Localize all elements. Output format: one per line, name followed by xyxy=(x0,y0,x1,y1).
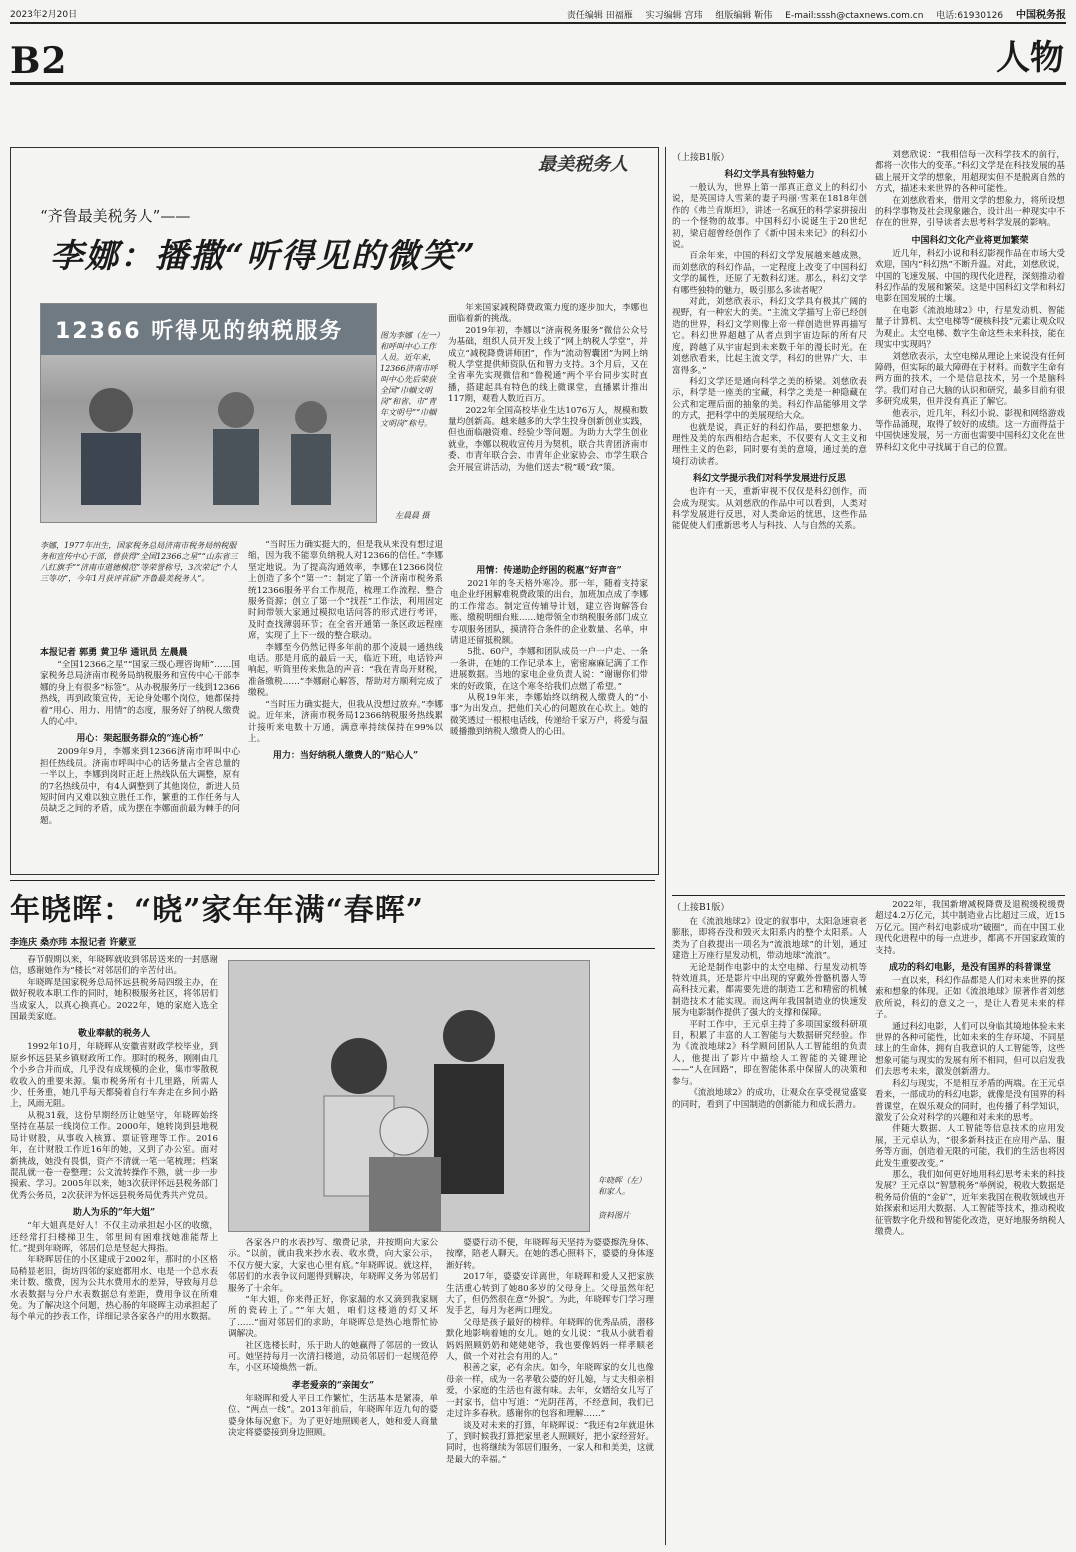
paragraph: 一直以来，科幻作品都是人们对未来世界的探索和想象的体现。正如《流浪地球》原著作者刘慈欣所说，科幻的意义之一，是让人看见未来的样子。 xyxy=(875,976,1065,1021)
subheading: 中国科幻文化产业将更加繁荣 xyxy=(911,235,1029,246)
editor-credit: 责任编辑 田福雁 xyxy=(566,10,633,21)
top-thick-rule xyxy=(10,82,1066,85)
subheading: 用情：传递助企纾困的税惠“好声音” xyxy=(476,566,622,576)
paragraph: 2021年的冬天格外寒冷。那一年，随着支持家电企业纾困解难税费政策的出台，加班加点成了李娜的工作常态。制定宣传辅导计划，建立咨询解答台账、缴税明细台账……她带领全市纳税服务部门成立专项服务团队，摸清符合条件的企业数量、名单，申请退还留抵税额。 xyxy=(450,579,648,647)
paragraph: 科幻与现实，不是相互矛盾的两端。在王元卓看来，一部成功的科幻电影，就像是没有国界的科普课堂，在娱乐观众的同时，也传播了科学知识，激发了公众对科学的兴趣和对未来的思考。 xyxy=(875,1078,1065,1123)
photo-banner-text: 12366 听得见的纳税服务 xyxy=(41,304,376,355)
article3-col-2 xyxy=(875,150,1065,885)
article2-byline-rule xyxy=(10,948,655,949)
paragraph: 社区选楼长时，乐于助人的她赢得了邻居的一致认可。她坚持每月一次清扫楼道，动员邻居们一起规范停车，小区环境焕然一新。 xyxy=(228,1340,438,1374)
phone-number: 电话:61930126 xyxy=(936,10,1004,21)
paragraph: 年来国家减税降费政策力度的逐步加大，李娜也面临着新的挑战。 xyxy=(448,303,648,325)
paragraph: 春节假期以来，年晓晖就收到邻居送来的一封感谢信，感谢她作为“楼长”对邻居们的辛苦付出。 xyxy=(10,955,218,977)
email-address: E-mail:sssh@ctaxnews.com.cn xyxy=(785,10,924,21)
proof-credit: 实习编辑 宫玮 xyxy=(645,10,703,21)
paragraph: 那么，我们如何更好地用科幻思考未来的科技发展？王元卓以“智慧税务”举例说，税收大数据是税务局价值的“金矿”，近年来我国在税收领域也开始探索和运用大数据、人工智能等技术，推动税收征管数字化升级和智能化改造，更好地服务纳税人缴费人。 xyxy=(875,1169,1065,1237)
paragraph: 2009年9月，李娜来到12366济南市呼叫中心担任热线员。济南市呼叫中心的话务量占全省总量的一半以上，李娜到岗时正赶上热线队伍大调整，原有的7名热线员中，有4人调整到了其他岗位，新进人员短时间内又难以独立胜任工作，繁重的工作任务与人员缺乏之间的矛盾，成为摆在李娜面前最为棘手的问题。 xyxy=(40,747,240,826)
paragraph: 年晓晖是国家税务总局怀远县税务局四级主办，在做好税收本职工作的同时，她积极服务社区，将邻居们当成家人，以真心换真心。2022年，她的家庭入选全国最美家庭。 xyxy=(10,977,218,1023)
column-separator xyxy=(665,147,666,1545)
article1-col-2 xyxy=(248,540,443,865)
article2-photo-credit: 资料图片 xyxy=(598,1211,630,1220)
paragraph: 在电影《流浪地球2》中，行星发动机、智能量子计算机、太空电梯等“硬核科技”元素让观众叹为观止。太空电梯、数字生命这些未来科技，能在现实中实现吗？ xyxy=(875,305,1065,351)
paragraph: 从税19年来，李娜始终以纳税人缴费人的“小事”为出发点，把他们关心的问题放在心坎上。她的微笑透过一根根电话线，传递给千家万户，将爱与温暖播撒到纳税人缴费人的心田。 xyxy=(450,693,648,738)
paragraph: “全国12366之星”“国家三级心理咨询师”……国家税务总局济南市税务局纳税服务和宣传中心干部李娜的身上有很多“标签”。从办税服务厅一线到12366热线，再到政策宣传，无论身处哪个岗位，她都保持着“用心、用力、用情”的态度，服务好了纳税人缴费人的心中。 xyxy=(40,660,240,728)
paragraph: 通过科幻电影，人们可以身临其境地体验未来世界的各种可能性，比如未来的生存环境、不同星球上的生命体，拥有自我意识的人工智能等，这些想象可能与现实的发展有所不相同，但可以启发我们去思考未来，激发创新潜力。 xyxy=(875,1021,1065,1078)
paragraph: 李娜至今仍然记得多年前的那个凌晨一通热线电话。那是月底的最后一天，临近下班，电话铃声响起，听筒里传来焦急的声音：“我在青岛开财税，准备缴税……”李娜耐心解答，帮助对方顺利完成了缴税。 xyxy=(248,642,443,699)
paragraph: 无论是制作电影中的太空电梯、行星发动机等特效道具，还是影片中出现的穿戴外骨骼机器人等高科技元素，都需要先进的制造工艺和精密的机械制造技术才能实现。而这两年我国制造业的快速发展为电影制作提供了强大的支撑和保障。 xyxy=(672,962,867,1019)
paper-name: 中国税务报 xyxy=(1016,9,1066,21)
paragraph: 从税31载，这份早期经历让她坚守，年晓晖始终坚持在基层一线岗位工作。2000年，她转岗到县地税局计财股，从事收入核算、票证管理等工作。2016年，在计财股工作近16年的她，又到了办公室。面对新挑战，她没有畏惧，资产不清就一笔一笔梳理；档案混乱就一卷一卷整理；公文流转操作不熟，就一步一步摸索、学习。2005年以来，她3次获评怀远县税务部门优秀公务员，2次获评为怀远县税务局优秀共产党员。 xyxy=(10,1110,218,1201)
article2-top-rule xyxy=(10,880,655,881)
article1-col-top-right xyxy=(448,303,648,555)
photo-people-illustration xyxy=(41,355,376,505)
continued-label: （上接B1版） xyxy=(672,903,730,913)
paragraph: 5批、60户，李娜和团队成员一户一户走、一条一条讲，在她的工作记录本上，密密麻麻记满了工作进展数据。当地的家电企业负责人说：“谢谢你们带来的好政策，在这个寒冬给我们点燃了希望。” xyxy=(450,647,648,692)
article2-photo-caption: 年晓晖（左）和家人。 xyxy=(598,1176,646,1196)
paragraph: 对此，刘慈欣表示，科幻文学具有极其广阔的视野，有一种宏大的美。“主流文学描写上帝已经创造的世界，科幻文学则像上帝一样创造世界再描写它。科幻世界超越了从者点到宇宙边际的所有尺度，跨越了从宇宙起到未来数千年的漫长时光。在刘慈欣看来，比起主流文学，科幻的世界广大、丰富得多。” xyxy=(672,297,867,376)
article2-col-3 xyxy=(446,1238,654,1545)
family-photo-illustration xyxy=(229,961,589,1231)
article1-photo-caption: 图为李娜（左一）和呼叫中心工作人员。近年来，12366济南市呼叫中心先后荣获全国“巾帼文明岗”和省、市“青年文明号”“巾帼文明岗”称号。 xyxy=(380,331,440,428)
article2-col-1 xyxy=(10,955,218,1545)
paragraph: 年晓晖和爱人平日工作繁忙，生活基本是紧凑，单位、“两点一线”。2013年前后，年晓晖年迈九旬的婆婆身体每况愈下。为了更好地照顾老人，她和爱人商量决定将婆婆接到身边照顾。 xyxy=(228,1393,438,1439)
article3-col-4 xyxy=(875,900,1065,1545)
article2-byline: 李连庆 桑亦玮 本报记者 许蒙亚 xyxy=(10,938,137,948)
subheading: 用力：当好纳税人缴费人的“贴心人” xyxy=(272,751,419,762)
paragraph: 2017年，婆婆安详离世，年晓晖和爱人又把家族生活重心转到了她80多岁的父母身上。父母虽然年纪大了，但仍然很在意“外貌”。为此，年晓晖专门学习理发手艺，每月为老两口理发。 xyxy=(446,1272,654,1317)
paragraph: 1992年10月，年晓晖从安徽省财政学校毕业，到原乡怀远县某乡镇财政所工作。那时的税务，刚刚由几个小乡合并而成，几乎没有成规模的企业，集市零散税收收入的重要来源。集市税务所有十几里路，所需人少、任务重，她几乎每天都骑着自行车奔走在乡间小路上，风雨无阻。 xyxy=(10,1042,218,1110)
paragraph: 也就是说，真正好的科幻作品，要把想象力、理性及美的东西相结合起来，不仅要有人文主义和理性主义的色彩，同时要有美的意境，通过美的意境打动读者。 xyxy=(672,422,867,467)
paragraph: 百余年来，中国的科幻文学发展越来越成熟，而刘慈欣的科幻作品，一定程度上改变了中国科幻文学的属性，还原了无数科幻迷。那么，科幻文学有哪些独特的魅力，吸引那么多读者呢？ xyxy=(672,251,867,296)
paragraph: 各家各户的水表抄写、缴费记录，并按期向大家公示。“以前，就由我来抄水表、收水费，向大家公示，不仅方便大家，大家也心里有底。”年晓晖说。就这样，邻居们的水表争议问题得到解决，年晓晖义务为邻居们服务了十余年。 xyxy=(228,1238,438,1294)
paragraph: 近几年，科幻小说和科幻影视作品在市场大受欢迎，国内“科幻热”不断升温。对此，刘慈欣说，中国的飞速发展、中国的现代化进程，深刻推动着科幻作品的发展和繁荣。这是中国科幻文学和科幻电影在国发展的土壤。 xyxy=(875,248,1065,305)
paragraph: 刘慈欣说：“我相信每一次科学技术的前行，都将一次伟大的变革。”科幻文学是在科技发展的基础上展开文学的想象，用超现实但不是脱离自然的方式，描述未来世界的各种可能性。 xyxy=(875,150,1065,195)
paragraph: 他表示，近几年，科幻小说、影视和网络游戏等作品涌现，取得了较好的成绩。这一方面得益于中国快速发展，另一方面也需要中国科幻文化在世界科幻文化中寻找属于自己的位置。 xyxy=(875,408,1065,453)
paragraph: 年晓晖居住的小区建成于2002年，那时的小区格局稍显老旧，街坊四邻的家庭都用水、电是一个总水表来计数、缴费，因为公共水费用水的差异，导致每月总水表数据与分户水表数据总有差距，费用争议在所难免。为了解决这个问题，热心肠的年晓晖主动承担起了每个单元的抄表工作，详细记录各家各户的用水数据。 xyxy=(10,1255,218,1323)
article1-kicker: “齐鲁最美税务人”—— xyxy=(40,207,191,225)
continued-label: （上接B1版） xyxy=(672,153,730,163)
paragraph: 伴随大数据、人工智能等信息技术的应用发展，王元卓认为，“很多新科技正在应用产品、服务等方面，创造着无限的可能，我们的生活也将因此发生重要改变。” xyxy=(875,1124,1065,1169)
subheading: 科幻文学提示我们对科学发展进行反思 xyxy=(692,474,846,485)
paragraph: 一般认为，世界上第一部真正意义上的科幻小说，是英国诗人雪莱的妻子玛丽·雪莱在1818年创作的《弗兰肯斯坦》，讲述一名疯狂的科学家拼接出的一个怪物的故事。中国科幻小说诞生于20世纪初，梁启超曾经创作了《新中国未来记》的科幻小说。 xyxy=(672,183,867,251)
paragraph: 在《流浪地球2》设定的叙事中，太阳急速衰老膨胀，即将吞没和毁灭太阳系内的整个太阳系。人类为了自救提出一项名为“流浪地球”的计划，通过建造上万座行星发动机，带动地球“流浪”。 xyxy=(672,917,867,962)
paragraph: “当时压力确实挺大的，但是我从来没有想过退缩，因为我不能辜负纳税人对12366的信任。”李娜坚定地说。为了提高沟通效率，李娜在12366岗位上创造了多个“第一”：制定了第一个济南市税务系统12366服务平台工作规范，梳理工作流程、整合服务资源；创立了第一个“找茬”工作法，利用固定时间带领大家通过模拟电话问答的形式进行考评，及时查找薄弱环节；在全省开通第一条区政远程座席，实现了上下一级的整合联动。 xyxy=(248,540,443,642)
paragraph: 也许有一天，重新审视不仅仅是科幻创作，而会成为现实。从刘慈欣的作品中可以看到，人类对科学发展进行反思，对人类命运的忧思，这些作品能促使人们重新思考人与科技、人与自然的关系。 xyxy=(672,487,867,532)
design-credit: 组版编辑 靳伟 xyxy=(715,10,773,21)
page-number: B2 xyxy=(10,40,68,82)
article2-col-2 xyxy=(228,1238,438,1545)
article1-bio: 李娜，1977年出生，国家税务总局济南市税务局纳税服务和宣传中心干部，曾获得“全国12366之星”“山东省三八红旗手”“济南市道德模范”等荣誉称号，3次荣记“个人三等功”，今年1月获评首届“齐鲁最美税务人”。 xyxy=(40,541,238,583)
subheading: 孝老爱亲的“亲闺女” xyxy=(291,1380,375,1391)
subheading: 助人为乐的“年大姐” xyxy=(72,1208,156,1219)
paragraph: 2022年，我国新增减税降费及退税缓税缓费超过4.2万亿元，其中制造业占比超过三成，近15万亿元。国产科幻电影成功“破圈”，而在中国工业现代化进程中的每一点进步，都离不开国家政策的支持。 xyxy=(875,900,1065,956)
article2-photo xyxy=(228,960,590,1232)
article3-col-1 xyxy=(672,150,867,885)
paragraph: “年大姐真是好人！不仅主动承担起小区的收缴，还经常打扫楼梯卫生，邻里间有困难找她准能帮上忙。”提到年晓晖，邻居们总是竖起大拇指。 xyxy=(10,1221,218,1254)
paragraph: “年大姐，你来得正好，你家漏的水又滴到我家厕所的瓷砖上了。”“年大姐，咱们这楼道的灯又坏了……”面对邻居们的求助，年晓晖总是热心地帮忙协调解决。 xyxy=(228,1295,438,1340)
subheading: 用心：架起服务群众的“连心桥” xyxy=(76,734,204,745)
subheading: 成功的科幻电影，是没有国界的科普课堂 xyxy=(888,963,1051,974)
paragraph: 2019年初，李娜以“济南税务服务”微信公众号为基础，组织人员开发上线了“网上纳税人学堂”，并成立“减税降费讲师团”，作为“流动智囊团”为网上纳税人学堂提供师资队伍和智力支持。3个月后，又在全省率先实现微信和“鲁税通”两个平台同步实时直播，搭建起具有特色的线上微课堂，直播累计推出117期，观看人数近百万。 xyxy=(448,325,648,405)
paragraph: 2022年全国高校毕业生达1076万人，规模和数量均创新高。越来越多的大学生投身创新创业实践，但也面临融资难、经验少等问题。为助力大学生创业就业，李娜以税收宣传月为契机，联合共青团济南市委、市青年联合会、市青年企业家协会、市学生联合会开展宣讲活动，为他们送去“税”暖“政”策。 xyxy=(448,405,648,473)
paragraph: 科幻文学还是通向科学之美的桥梁。刘慈欣表示，科学是一座美的宝藏，科学之美是一种隐藏在公式和定理后面的抽象的美。科幻作品能够用文学的方式，把科学中的美展现给大众。 xyxy=(672,376,867,422)
paragraph: 平时工作中，王元卓主持了多项国家级科研项目，积累了丰富的人工智能与大数据研究经验。作为《流浪地球2》科学顾问团队人工智能组的负责人，他提出了影片中描绘人工智能的关键理论——“人在回路”，即在智能体系中保留人的决策和参与。 xyxy=(672,1019,867,1087)
article1-col-3 xyxy=(450,560,648,865)
article1-col-1 xyxy=(40,660,240,865)
header-rule xyxy=(10,22,1066,24)
issue-date: 2023年2月20日 xyxy=(10,9,78,20)
article1-title: 李娜：播撒“听得见的微笑” xyxy=(50,236,477,275)
paragraph: “当时压力确实挺大，但我从没想过放弃。”李娜说。近年来，济南市税务局12366纳税服务热线累计接听来电数十万通，满意率持续保持在99%以上。 xyxy=(248,699,443,744)
paragraph: 父母是孩子最好的榜样。年晓晖的优秀品质，潜移默化地影响着她的女儿。她的女儿说：“我从小就看着妈妈照顾奶奶和姥姥姥爷，我也要像妈妈一样孝顺老人，做一个对社会有用的人。” xyxy=(446,1317,654,1363)
paragraph: 《流浪地球2》的成功，让观众在享受视觉盛宴的同时，看到了中国制造的创新能力和成长潜力。 xyxy=(672,1088,867,1110)
article3-col-3 xyxy=(672,900,867,1545)
paragraph: 在刘慈欣看来，借用文学的想象力，将所设想的科学事物及社会现象融合，设计出一种现实中不存在的世界，引导读者去思考科学发展的影响。 xyxy=(875,195,1065,229)
column-badge: 最美税务人 xyxy=(538,154,628,175)
article2-title: 年晓晖：“晓”家年年满“春晖” xyxy=(10,893,425,928)
paragraph: 积善之家，必有余庆。如今，年晓晖家的女儿也像母亲一样，成为一名孝敬公婆的好儿媳，与丈夫相亲相爱，小家庭的生活也有滋有味。去年，女婿给女儿写了一封家书，信中写道：“光阴荏苒，不经意间，我们已走过许多春秋。感谢你的包容和理解……” xyxy=(446,1363,654,1420)
article1-photo xyxy=(40,303,377,523)
section-title: 人物 xyxy=(996,38,1064,78)
paragraph: 刘慈欣表示，太空电梯从理论上来说没有任何障碍，但实际的最大障碍在于材料。而数字生命有两方面的技术，一个是信息技术，另一个是脑科学。我们对自己大脑的认识和研究，最多目前有很多研究成果，但并没有真正了解它。 xyxy=(875,351,1065,408)
paragraph: 谈及对未来的打算，年晓晖说：“我还有2年就退休了，到时候我打算把家里老人照顾好，把小家经营好。同时，也将继续为邻居们服务，一家人和和美美，这就是最大的幸福。” xyxy=(446,1420,654,1465)
subheading: 敬业奉献的税务人 xyxy=(77,1029,150,1040)
subheading: 科幻文学具有独特魅力 xyxy=(724,170,815,180)
article1-photo-credit: 左晨晨 摄 xyxy=(395,511,430,520)
masthead-bar xyxy=(10,6,1066,20)
article3-mid-rule xyxy=(672,895,1065,896)
article1-byline: 本报记者 郭勇 黄卫华 通讯员 左晨晨 xyxy=(40,648,188,658)
paragraph: 婆婆行动不便，年晓晖每天坚持为婆婆擦洗身体、按摩，陪老人聊天。在她的悉心照料下，婆婆的身体逐渐好转。 xyxy=(446,1238,654,1271)
